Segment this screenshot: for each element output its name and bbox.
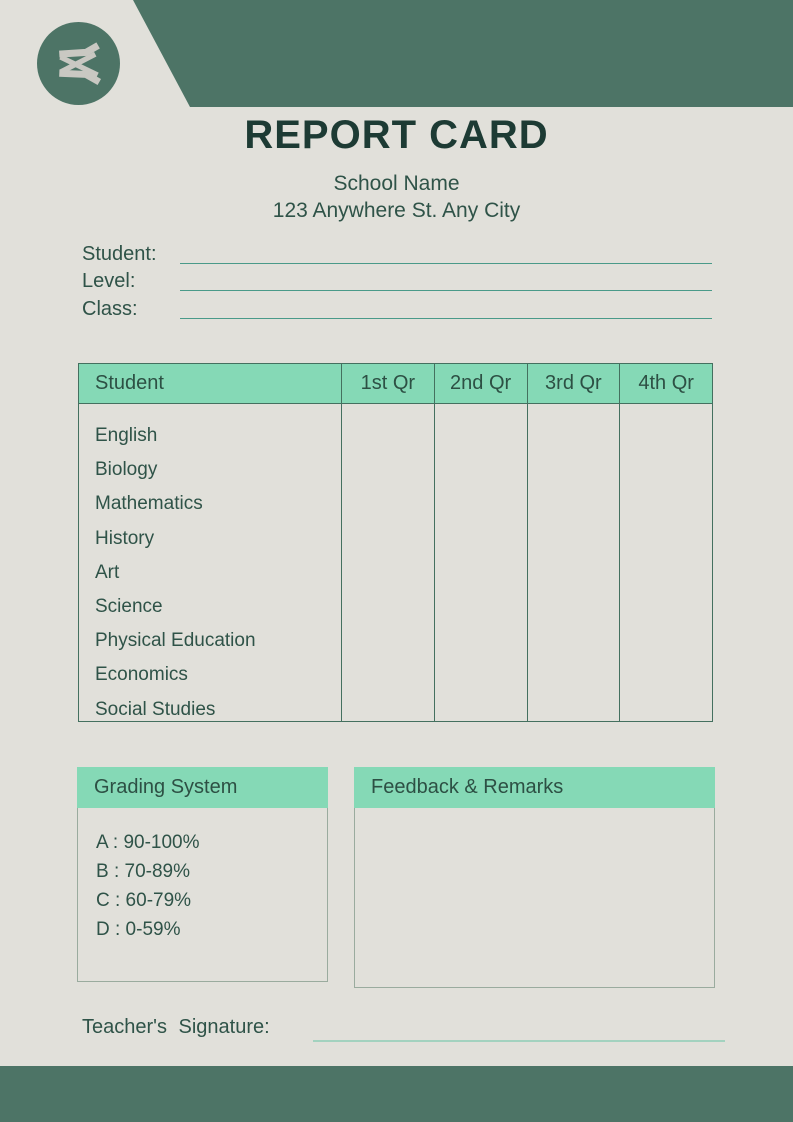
grades-table [78,363,713,722]
subject-item: Mathematics [95,493,203,515]
grade-entry-d: D : 0-59% [96,919,181,940]
page-title: REPORT CARD [244,113,549,157]
level-field-label: Level: [82,270,136,292]
level-field-input-line[interactable] [180,272,712,291]
grade-cells-4th-qr[interactable] [619,404,712,721]
column-header-1st-qr: 1st Qr [341,364,434,403]
subject-item: Science [95,596,163,618]
column-header-3rd-qr: 3rd Qr [527,364,620,403]
student-field-row [82,240,712,268]
subject-item: Physical Education [95,630,256,652]
class-field-input-line[interactable] [180,300,712,319]
grade-entry-a: A : 90-100% [96,832,200,853]
grading-system-body [77,808,328,982]
student-field-input-line[interactable] [180,245,712,264]
teacher-signature-label: Teacher's Signature: [82,1016,270,1038]
subject-item: English [95,425,158,446]
capcut-logo-icon [37,22,120,105]
capcut-logo-glyph [50,35,108,93]
column-header-2nd-qr: 2nd Qr [434,364,527,403]
grade-cells-1st-qr[interactable] [341,404,434,721]
grade-entry-b: B : 70-89% [96,861,190,882]
grades-table-header [79,364,712,404]
footer-band [0,1066,793,1122]
student-info-section [82,240,712,323]
class-field-label: Class: [82,297,138,320]
student-field-label: Student: [82,242,157,265]
grade-entry-c: C : 60-79% [96,890,192,911]
subject-item: History [95,527,155,549]
school-address: 123 Anywhere St. Any City [272,199,521,222]
grading-system-box [77,767,328,982]
feedback-remarks-content[interactable] [354,808,715,988]
class-field-row [82,295,712,323]
feedback-remarks-box [354,767,715,988]
school-name: School Name [333,172,460,195]
column-header-student: Student [95,372,164,394]
level-field-row [82,268,712,296]
grade-cells-2nd-qr[interactable] [434,404,527,721]
column-header-4th-qr: 4th Qr [619,364,712,403]
subject-item: Social Studies [95,698,216,720]
subject-list [79,404,341,721]
teacher-signature-line[interactable] [313,1022,725,1042]
title-block [0,112,793,223]
subject-item: Economics [95,664,188,686]
grades-table-body [79,404,712,721]
grading-system-title: Grading System [77,767,328,808]
subject-item: Biology [95,459,158,481]
feedback-remarks-title: Feedback & Remarks [354,767,715,808]
subject-item: Art [95,561,120,583]
grade-cells-3rd-qr[interactable] [527,404,620,721]
